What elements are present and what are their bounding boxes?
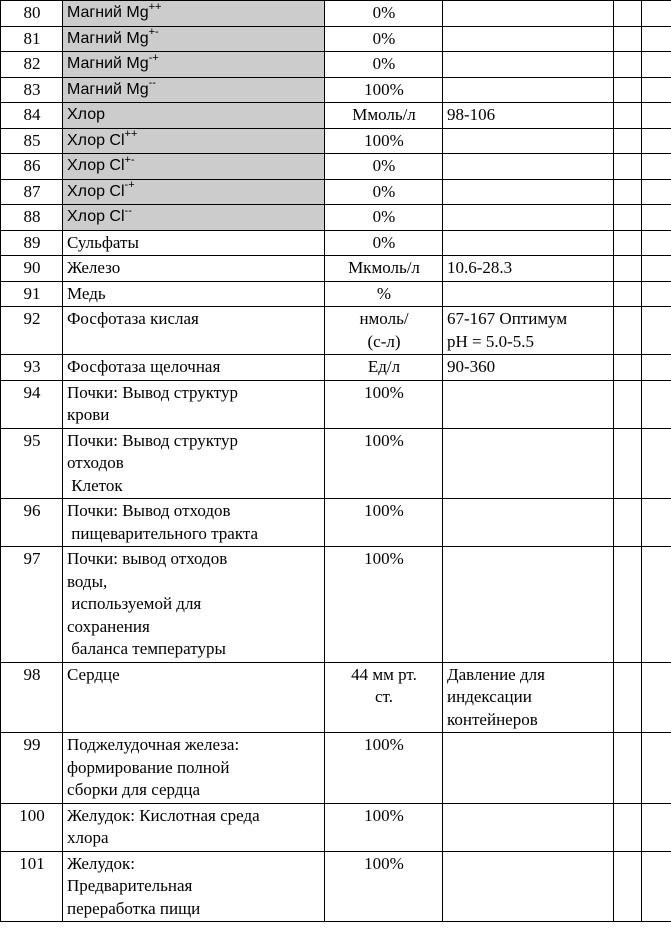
- row-number: 99: [1, 733, 63, 804]
- row-number: 98: [1, 662, 63, 733]
- empty-cell: [642, 662, 671, 733]
- table-row: [1, 281, 671, 307]
- value-text: 100%: [364, 430, 404, 450]
- parameter-name-text: Сердце: [67, 664, 120, 684]
- table-row: [1, 77, 671, 103]
- empty-cell: [642, 499, 671, 547]
- table-row: [1, 128, 671, 154]
- empty-cell: [614, 851, 642, 922]
- table-row: [1, 256, 671, 282]
- value-text: 0%: [372, 181, 396, 201]
- parameter-name: [63, 26, 325, 52]
- norm-text: 90-360: [447, 357, 496, 376]
- ion-charge: +-: [124, 153, 135, 166]
- empty-cell: [642, 230, 671, 256]
- value-text: 100%: [364, 79, 404, 99]
- empty-cell: [614, 733, 642, 804]
- empty-cell: [642, 1, 671, 27]
- value-text: 0%: [372, 54, 396, 73]
- table-row: [1, 380, 671, 428]
- table-row: [1, 851, 671, 922]
- parameter-name-text: Магний Mg: [67, 80, 149, 98]
- table-row: [1, 1, 671, 27]
- value-cell: [325, 851, 443, 922]
- norm-cell: [443, 26, 614, 52]
- row-number: 90: [1, 256, 63, 282]
- table-row: [1, 230, 671, 256]
- empty-cell: [614, 547, 642, 663]
- value-cell: [325, 128, 443, 154]
- row-number: 91: [1, 281, 63, 307]
- parameter-name: [63, 428, 325, 499]
- row-number: 97: [1, 547, 63, 663]
- value-cell: [325, 103, 443, 129]
- row-number: 81: [1, 26, 63, 52]
- value-text: 0%: [372, 207, 396, 226]
- row-number: 82: [1, 52, 63, 78]
- value-text: Мкмоль/л: [348, 258, 420, 277]
- parameter-name-text: Почки: Вывод структур отходов Клеток: [67, 430, 238, 495]
- table-row: [1, 307, 671, 355]
- empty-cell: [642, 803, 671, 851]
- table-row: [1, 733, 671, 804]
- value-cell: [325, 26, 443, 52]
- norm-cell: [443, 179, 614, 205]
- parameter-name-text: Почки: Вывод структур крови: [67, 382, 238, 424]
- empty-cell: [614, 1, 642, 27]
- parameter-name-text: Фосфотаза щелочная: [67, 357, 221, 376]
- value-text: 0%: [372, 3, 396, 22]
- parameter-name: [63, 103, 325, 129]
- empty-cell: [614, 230, 642, 256]
- value-text: 100%: [364, 853, 404, 873]
- parameter-name: [63, 77, 325, 103]
- row-number: 84: [1, 103, 63, 129]
- value-cell: [325, 307, 443, 355]
- value-cell: [325, 179, 443, 205]
- table-row: [1, 103, 671, 129]
- empty-cell: [642, 179, 671, 205]
- table-row: [1, 26, 671, 52]
- empty-cell: [614, 380, 642, 428]
- parameter-name-text: Магний Mg: [67, 55, 149, 72]
- value-cell: [325, 230, 443, 256]
- norm-text: Давление для индексации контейнеров: [447, 664, 545, 729]
- value-cell: [325, 52, 443, 78]
- value-text: 44 мм рт. ст.: [351, 664, 417, 706]
- parameter-name-text: Магний Mg: [67, 4, 149, 21]
- parameter-name: [63, 230, 325, 256]
- empty-cell: [614, 256, 642, 282]
- value-cell: [325, 547, 443, 663]
- ion-charge: --: [124, 204, 132, 217]
- value-text: 0%: [372, 28, 396, 48]
- parameter-name: [63, 52, 325, 78]
- value-cell: [325, 428, 443, 499]
- empty-cell: [642, 851, 671, 922]
- empty-cell: [642, 428, 671, 499]
- empty-cell: [642, 733, 671, 804]
- empty-cell: [614, 128, 642, 154]
- norm-cell: [443, 103, 614, 129]
- empty-cell: [614, 281, 642, 307]
- ion-charge: -+: [124, 179, 135, 192]
- value-text: 100%: [364, 549, 404, 568]
- table-row: [1, 154, 671, 180]
- empty-cell: [614, 154, 642, 180]
- parameter-name: [63, 1, 325, 27]
- row-number: 93: [1, 355, 63, 381]
- table-body: [1, 1, 671, 922]
- value-text: 0%: [372, 156, 396, 175]
- parameter-name-text: Поджелудочная железа: формирование полной сборки для сердца: [67, 735, 240, 799]
- norm-cell: [443, 230, 614, 256]
- value-text: Ммоль/л: [352, 105, 416, 124]
- empty-cell: [642, 256, 671, 282]
- table-row: [1, 662, 671, 733]
- empty-cell: [642, 380, 671, 428]
- table-row: [1, 205, 671, 231]
- parameter-name: [63, 307, 325, 355]
- parameter-name-text: Фосфотаза кислая: [67, 309, 199, 328]
- empty-cell: [614, 52, 642, 78]
- value-text: 100%: [364, 501, 404, 520]
- table-row: [1, 355, 671, 381]
- parameter-name-text: Сульфаты: [67, 232, 139, 252]
- empty-cell: [642, 52, 671, 78]
- empty-cell: [642, 77, 671, 103]
- parameter-name: [63, 662, 325, 733]
- empty-cell: [614, 26, 642, 52]
- parameter-name-text: Хлор Cl: [67, 208, 125, 225]
- parameter-name-text: Желудок: Предварительная переработка пищи: [67, 853, 201, 918]
- value-cell: [325, 499, 443, 547]
- empty-cell: [614, 355, 642, 381]
- value-text: Ед/л: [367, 357, 401, 376]
- row-number: 96: [1, 499, 63, 547]
- value-text: 0%: [372, 232, 396, 252]
- empty-cell: [614, 205, 642, 231]
- parameter-name: [63, 547, 325, 663]
- table-row: [1, 179, 671, 205]
- norm-text: 67-167 Оптимум pH = 5.0-5.5: [447, 309, 568, 351]
- empty-cell: [642, 103, 671, 129]
- norm-cell: [443, 77, 614, 103]
- row-number: 94: [1, 380, 63, 428]
- ion-charge: +-: [148, 26, 159, 39]
- norm-cell: [443, 851, 614, 922]
- norm-cell: [443, 803, 614, 851]
- row-number: 88: [1, 205, 63, 231]
- norm-cell: [443, 1, 614, 27]
- norm-cell: [443, 256, 614, 282]
- value-text: 100%: [364, 382, 404, 402]
- norm-cell: [443, 547, 614, 663]
- ion-charge: -+: [148, 51, 159, 64]
- norm-cell: [443, 355, 614, 381]
- empty-cell: [642, 547, 671, 663]
- parameter-name-text: Магний Mg: [67, 29, 149, 47]
- value-text: 100%: [364, 735, 404, 754]
- parameter-name: [63, 179, 325, 205]
- table-row: [1, 499, 671, 547]
- parameter-name: [63, 355, 325, 381]
- norm-cell: [443, 205, 614, 231]
- row-number: 100: [1, 803, 63, 851]
- parameter-name: [63, 128, 325, 154]
- parameter-name-text: Медь: [67, 283, 106, 303]
- parameter-name-text: Хлор Cl: [67, 131, 125, 149]
- parameter-name-text: Почки: Вывод отходов пищеварительного тракта: [67, 501, 259, 543]
- row-number: 89: [1, 230, 63, 256]
- norm-cell: [443, 380, 614, 428]
- value-cell: [325, 662, 443, 733]
- row-number: 80: [1, 1, 63, 27]
- norm-text: 10.6-28.3: [447, 258, 513, 277]
- parameter-name: [63, 154, 325, 180]
- parameter-name-text: Хлор: [67, 106, 105, 123]
- value-cell: [325, 355, 443, 381]
- value-cell: [325, 380, 443, 428]
- empty-cell: [642, 281, 671, 307]
- value-text: нмоль/ (с-л): [359, 309, 409, 351]
- empty-cell: [614, 662, 642, 733]
- norm-cell: [443, 499, 614, 547]
- empty-cell: [642, 154, 671, 180]
- value-cell: [325, 803, 443, 851]
- empty-cell: [642, 128, 671, 154]
- parameter-name-text: Железо: [67, 258, 121, 277]
- empty-cell: [614, 179, 642, 205]
- empty-cell: [642, 355, 671, 381]
- parameter-name-text: Желудок: Кислотная среда хлора: [67, 805, 260, 847]
- value-cell: [325, 281, 443, 307]
- empty-cell: [614, 499, 642, 547]
- parameter-name-text: Почки: вывод отходов воды, используемой для сохранения баланса температуры: [67, 549, 228, 658]
- ion-charge: ++: [148, 0, 162, 13]
- row-number: 87: [1, 179, 63, 205]
- value-text: %: [376, 283, 392, 303]
- parameter-name: [63, 256, 325, 282]
- row-number: 95: [1, 428, 63, 499]
- row-number: 83: [1, 77, 63, 103]
- empty-cell: [614, 103, 642, 129]
- row-number: 86: [1, 154, 63, 180]
- empty-cell: [614, 428, 642, 499]
- table-row: [1, 547, 671, 663]
- value-cell: [325, 77, 443, 103]
- parameter-name: [63, 803, 325, 851]
- value-cell: [325, 733, 443, 804]
- empty-cell: [614, 803, 642, 851]
- value-cell: [325, 205, 443, 231]
- norm-text: 98-106: [447, 105, 496, 124]
- empty-cell: [614, 307, 642, 355]
- parameter-name-text: Хлор Cl: [67, 182, 125, 200]
- parameter-name: [63, 380, 325, 428]
- row-number: 101: [1, 851, 63, 922]
- empty-cell: [642, 205, 671, 231]
- norm-cell: [443, 662, 614, 733]
- norm-cell: [443, 733, 614, 804]
- table-row: [1, 52, 671, 78]
- parameter-name: [63, 281, 325, 307]
- norm-cell: [443, 52, 614, 78]
- parameter-name: [63, 499, 325, 547]
- norm-cell: [443, 307, 614, 355]
- row-number: 85: [1, 128, 63, 154]
- empty-cell: [642, 307, 671, 355]
- parameter-name-text: Хлор Cl: [67, 157, 125, 174]
- empty-cell: [614, 77, 642, 103]
- parameter-name: [63, 205, 325, 231]
- row-number: 92: [1, 307, 63, 355]
- value-text: 100%: [364, 805, 404, 825]
- ion-charge: ++: [124, 128, 138, 141]
- value-cell: [325, 154, 443, 180]
- value-text: 100%: [364, 130, 404, 150]
- parameter-name: [63, 851, 325, 922]
- value-cell: [325, 1, 443, 27]
- table-row: [1, 803, 671, 851]
- parameter-name: [63, 733, 325, 804]
- empty-cell: [642, 26, 671, 52]
- norm-cell: [443, 154, 614, 180]
- norm-cell: [443, 281, 614, 307]
- value-cell: [325, 256, 443, 282]
- norm-cell: [443, 128, 614, 154]
- ion-charge: --: [148, 77, 156, 90]
- norm-cell: [443, 428, 614, 499]
- table-row: [1, 428, 671, 499]
